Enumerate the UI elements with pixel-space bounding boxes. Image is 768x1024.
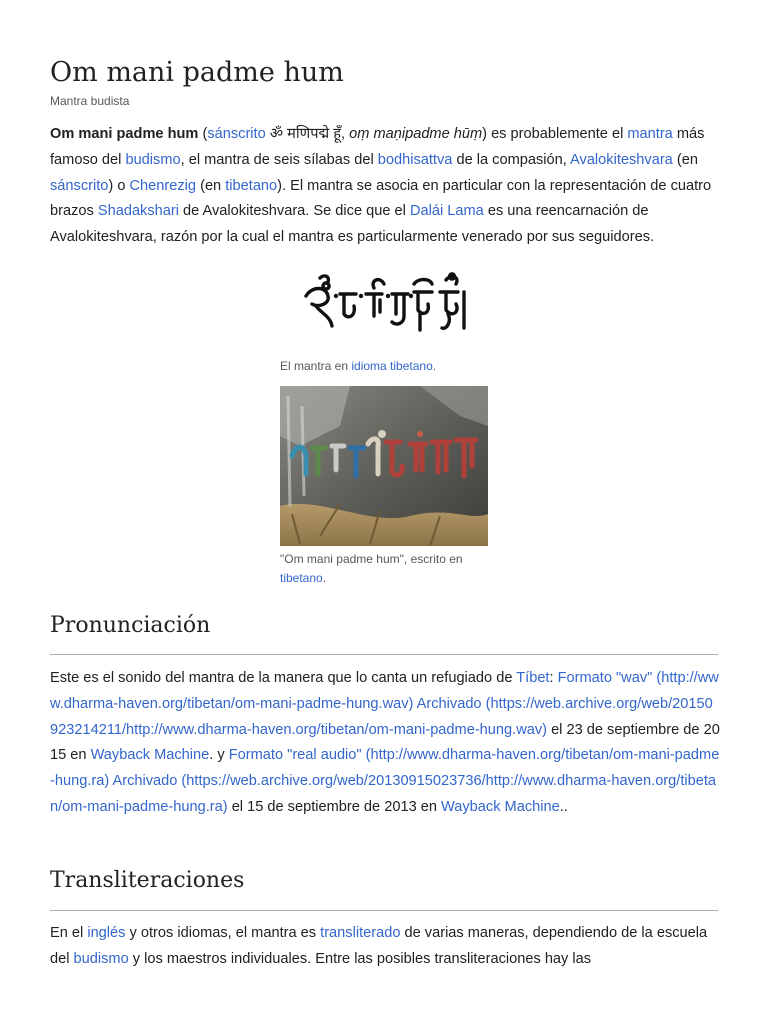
tibetan-script-glyphs	[300, 270, 470, 342]
text: (en	[196, 177, 226, 194]
link-wayback-machine-2[interactable]: Wayback Machine	[441, 798, 560, 815]
text: ). El mantra se asocia en particular con la representación de cuatro brazos	[50, 177, 712, 220]
text: ) o	[108, 177, 130, 194]
caption-text: .	[322, 571, 327, 585]
link-avalokiteshvara[interactable]: Avalokiteshvara	[570, 151, 673, 168]
link-archived-2[interactable]: Archivado (https://web.archive.org/web/20130915023736/http://www.dharma-haven.org/tibetan/om-mani-padme-hung.ra)	[50, 773, 717, 815]
text: (	[198, 126, 208, 142]
text: Este es el sonido del mantra de la manera que lo canta un refugiado de	[50, 670, 517, 686]
text: (en	[672, 151, 698, 168]
link-budismo[interactable]: budismo	[125, 151, 181, 168]
page-subtitle: Mantra budista	[50, 94, 130, 108]
link-sanskrit-2[interactable]: sánscrito	[50, 177, 109, 194]
transliteration: oṃ maṇipadme hūṃ	[349, 126, 483, 142]
link-shadakshari[interactable]: Shadakshari	[97, 203, 179, 220]
text: . y	[209, 747, 229, 764]
link-dalai-lama[interactable]: Dalái Lama	[409, 203, 484, 220]
pronunciacion-paragraph	[50, 666, 720, 821]
link-tibetano[interactable]: tibetano	[225, 177, 278, 194]
link-archived-1[interactable]: Archivado (https://web.archive.org/web/20150923214211/http://www.dharma-haven.org/tibetan/om-mani-padme-hung.wav)	[50, 695, 713, 738]
tibetan-script-image	[300, 270, 470, 342]
figure1-caption	[280, 357, 436, 376]
intro-paragraph	[50, 122, 720, 251]
text: y otros idiomas, el mantra es	[125, 925, 321, 941]
text: de la compasión,	[452, 151, 571, 168]
transliteraciones-paragraph	[50, 921, 720, 973]
link-wav-format[interactable]: Formato "wav" (http://www.dharma-haven.org/tibetan/om-mani-padme-hung.wav)	[50, 670, 719, 712]
link-chenrezig[interactable]: Chenrezig	[129, 177, 197, 194]
text: de varias maneras, dependiendo de la escuela del	[50, 925, 708, 967]
figure2-caption	[280, 550, 490, 588]
link-mantra[interactable]: mantra	[627, 126, 673, 142]
text: ..	[559, 798, 568, 815]
link-budismo-2[interactable]: budismo	[73, 950, 129, 967]
link-transliterado[interactable]: transliterado	[320, 925, 401, 941]
heading-transliteraciones: Transliteraciones	[50, 868, 245, 893]
devanagari-text: ॐ मणिपद्मे हूँ,	[265, 126, 350, 142]
link-real-audio-format[interactable]: Formato "real audio" (http://www.dharma-haven.org/tibetan/om-mani-padme-hung.ra)	[50, 747, 720, 790]
rock-photo	[280, 386, 488, 546]
link-tibetano-caption[interactable]: tibetano	[280, 571, 323, 585]
caption-text: "Om mani padme hum", escrito en	[280, 552, 463, 566]
text: de Avalokiteshvara. Se dice que el	[179, 203, 410, 220]
rock-painting-image	[280, 386, 488, 546]
link-sanskrit[interactable]: sánscrito	[207, 126, 266, 142]
text: En el	[50, 925, 88, 941]
link-tibet[interactable]: Tíbet	[516, 670, 550, 686]
text: el 23 de septiembre de 2015 en	[50, 721, 720, 764]
text: :	[549, 670, 558, 686]
text: , el mantra de seis sílabas del	[180, 151, 378, 168]
section-divider	[50, 910, 718, 911]
bold-term: Om mani padme hum	[50, 126, 199, 142]
caption-text: El mantra en	[280, 359, 352, 373]
text: más famoso del	[50, 126, 705, 168]
link-idioma-tibetano[interactable]: idioma tibetano	[351, 359, 433, 373]
page-title: Om mani padme hum	[50, 57, 344, 88]
text: es una reencarnación de Avalokiteshvara, razón por la cual el mantra es particularmente venerado por sus seguidores.	[50, 203, 655, 246]
link-ingles[interactable]: inglés	[87, 925, 126, 941]
text: el 15 de septiembre de 2013 en	[227, 798, 442, 815]
text: ) es probablemente el	[482, 126, 628, 142]
link-bodhisattva[interactable]: bodhisattva	[377, 151, 453, 168]
text: y los maestros individuales. Entre las posibles transliteraciones hay las	[128, 950, 592, 967]
section-divider	[50, 654, 718, 655]
heading-pronunciacion: Pronunciación	[50, 613, 211, 638]
link-wayback-machine-1[interactable]: Wayback Machine	[90, 747, 210, 764]
caption-text: .	[432, 359, 437, 373]
